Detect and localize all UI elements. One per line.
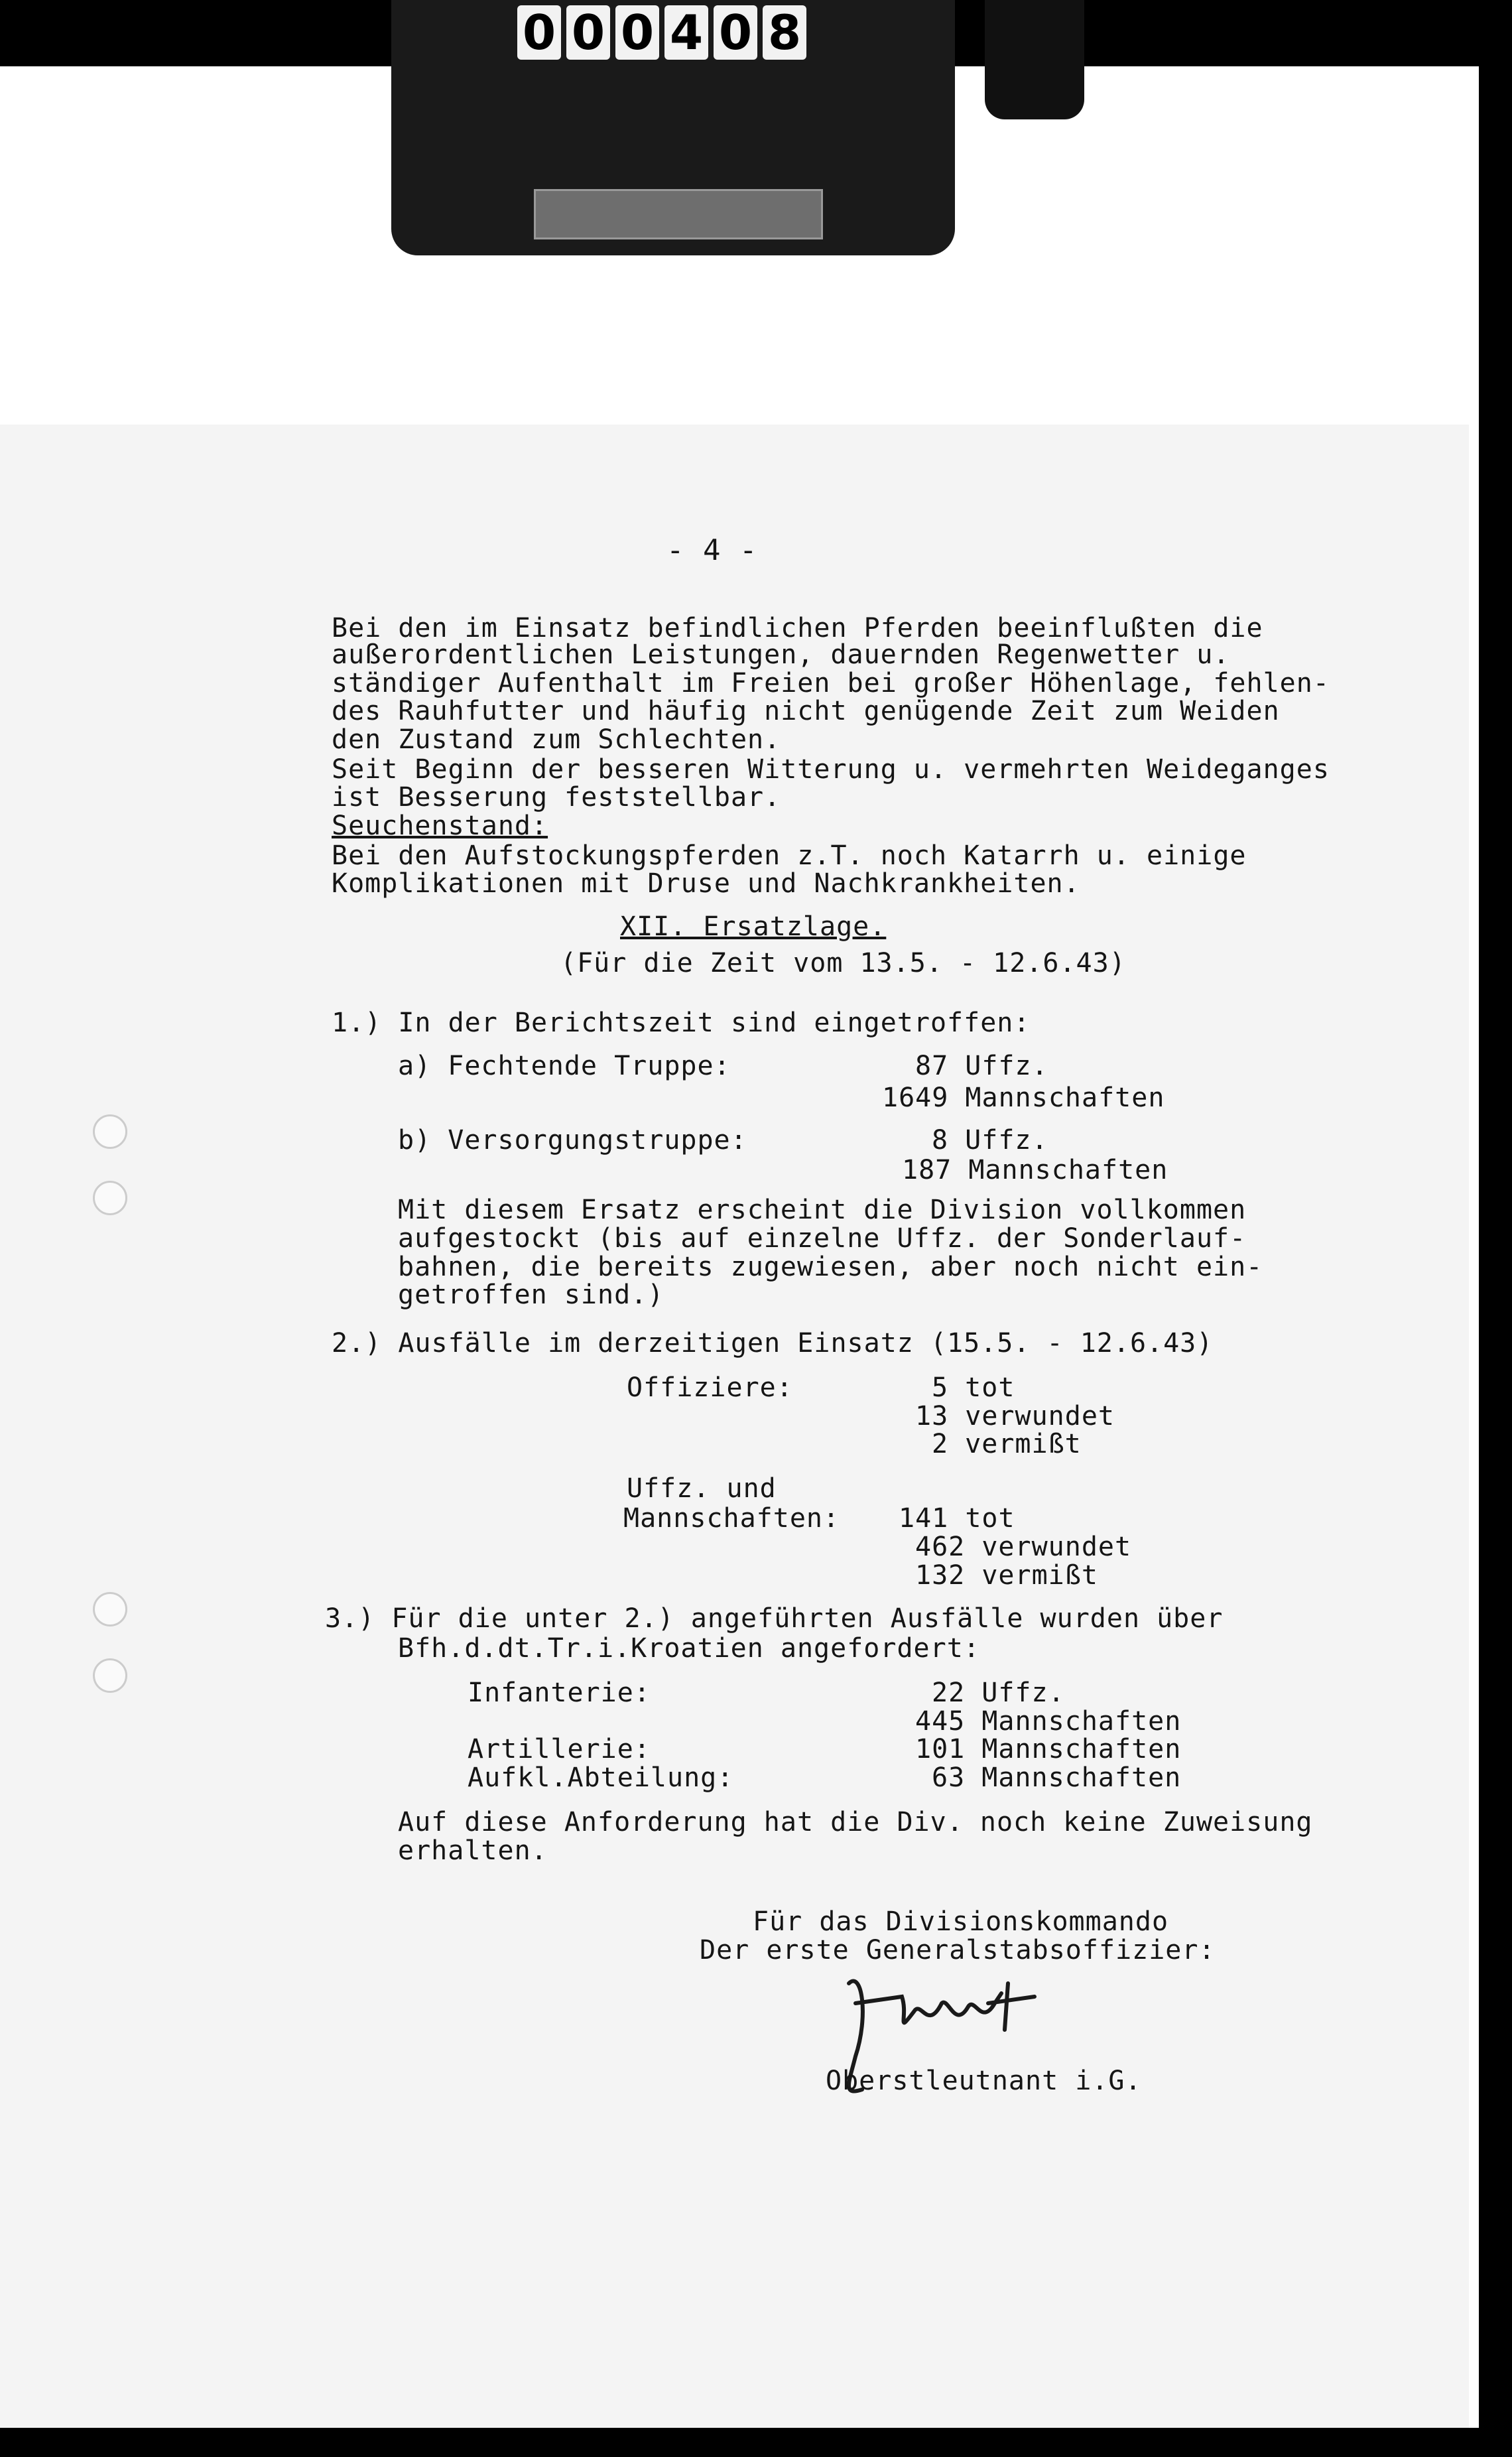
item3-art-row: 101 Mannschaften	[915, 1734, 1182, 1764]
body-line: den Zustand zum Schlechten.	[332, 724, 781, 755]
body-line: ständiger Aufenthalt im Freien bei großer Höhenlage, fehlen-	[332, 668, 1330, 698]
counter-digit: 0	[615, 5, 659, 60]
punch-hole	[93, 1181, 127, 1215]
item1-b-row: 187 Mannschaften	[902, 1155, 1168, 1185]
seuchenstand-heading: Seuchenstand:	[332, 811, 548, 841]
page-number: - 4 -	[666, 533, 758, 567]
closing-line: Für das Divisionskommando	[753, 1906, 1169, 1937]
item2-officers-row: 5 tot	[932, 1372, 1015, 1403]
item3-label: 3.) Für die unter 2.) angeführten Ausfälle wurden über	[325, 1603, 1224, 1634]
punch-hole	[93, 1658, 127, 1693]
item1-a-label: a) Fechtende Truppe:	[398, 1051, 731, 1081]
item2-officers-label: Offiziere:	[627, 1372, 793, 1403]
frame-counter	[517, 5, 806, 60]
item1-note-line: getroffen sind.)	[398, 1280, 664, 1310]
item1-label: 1.) In der Berichtszeit sind eingetroffen:	[332, 1008, 1031, 1038]
counter-digit: 4	[664, 5, 708, 60]
item2-men-row: 132 vermißt	[915, 1560, 1098, 1591]
item2-men-row: 462 verwundet	[915, 1532, 1132, 1562]
item2-men-row: 141 tot	[899, 1503, 1015, 1534]
item2-officers-row: 13 verwundet	[915, 1401, 1115, 1431]
item3-note-line: erhalten.	[398, 1835, 548, 1866]
item2-men-label: Mannschaften:	[623, 1503, 840, 1534]
section-title: XII. Ersatzlage.	[620, 911, 887, 942]
item2-men-label: Uffz. und	[627, 1473, 777, 1504]
counter-digit: 0	[566, 5, 610, 60]
item2-officers-row: 2 vermißt	[932, 1429, 1082, 1459]
item3-inf-label: Infanterie:	[468, 1678, 651, 1708]
item1-note-line: Mit diesem Ersatz erscheint die Division vollkommen	[398, 1195, 1247, 1225]
closing-line: Der erste Generalstabsoffizier:	[700, 1935, 1216, 1965]
body-line: außerordentlichen Leistungen, dauernden Regenwetter u.	[332, 639, 1230, 670]
item1-note-line: bahnen, die bereits zugewiesen, aber noch nicht ein-	[398, 1252, 1263, 1282]
counter-digit: 0	[517, 5, 561, 60]
counter-digit: 8	[763, 5, 806, 60]
item1-note-line: aufgestockt (bis auf einzelne Uffz. der Sonderlauf-	[398, 1223, 1247, 1254]
body-line: Bei den im Einsatz befindlichen Pferden beeinflußten die	[332, 613, 1263, 643]
item3-note-line: Auf diese Anforderung hat die Div. noch keine Zuweisung	[398, 1807, 1313, 1837]
item1-a-row: 87 Uffz.	[915, 1051, 1048, 1081]
body-line: des Rauhfutter und häufig nicht genügende Zeit zum Weiden	[332, 696, 1280, 726]
counter-plate	[534, 189, 823, 239]
section-period: (Für die Zeit vom 13.5. - 12.6.43)	[560, 948, 1126, 978]
item1-b-row: 8 Uffz.	[932, 1125, 1048, 1156]
item3-aufkl-label: Aufkl.Abteilung:	[468, 1762, 734, 1793]
item1-b-label: b) Versorgungstruppe:	[398, 1125, 747, 1156]
seuchenstand-line: Bei den Aufstockungspferden z.T. noch Katarrh u. einige	[332, 840, 1247, 871]
punch-hole	[93, 1114, 127, 1149]
body-line: Seit Beginn der besseren Witterung u. vermehrten Weideganges	[332, 754, 1330, 785]
counter-digit: 0	[714, 5, 757, 60]
body-line: ist Besserung feststellbar.	[332, 782, 781, 813]
item3-inf-row: 22 Uffz.	[932, 1678, 1065, 1708]
rank: Oberstleutnant i.G.	[826, 2066, 1142, 2096]
item2-label: 2.) Ausfälle im derzeitigen Einsatz (15.5. - 12.6.43)	[332, 1328, 1214, 1359]
item3-label: Bfh.d.dt.Tr.i.Kroatien angefordert:	[398, 1633, 980, 1664]
punch-hole	[93, 1592, 127, 1627]
item1-a-row: 1649 Mannschaften	[882, 1083, 1165, 1113]
counter-knob	[985, 0, 1084, 119]
seuchenstand-line: Komplikationen mit Druse und Nachkrankheiten.	[332, 868, 1080, 899]
item3-inf-row: 445 Mannschaften	[915, 1706, 1182, 1737]
item3-aufkl-row: 63 Mannschaften	[932, 1762, 1182, 1793]
item3-art-label: Artillerie:	[468, 1734, 651, 1764]
